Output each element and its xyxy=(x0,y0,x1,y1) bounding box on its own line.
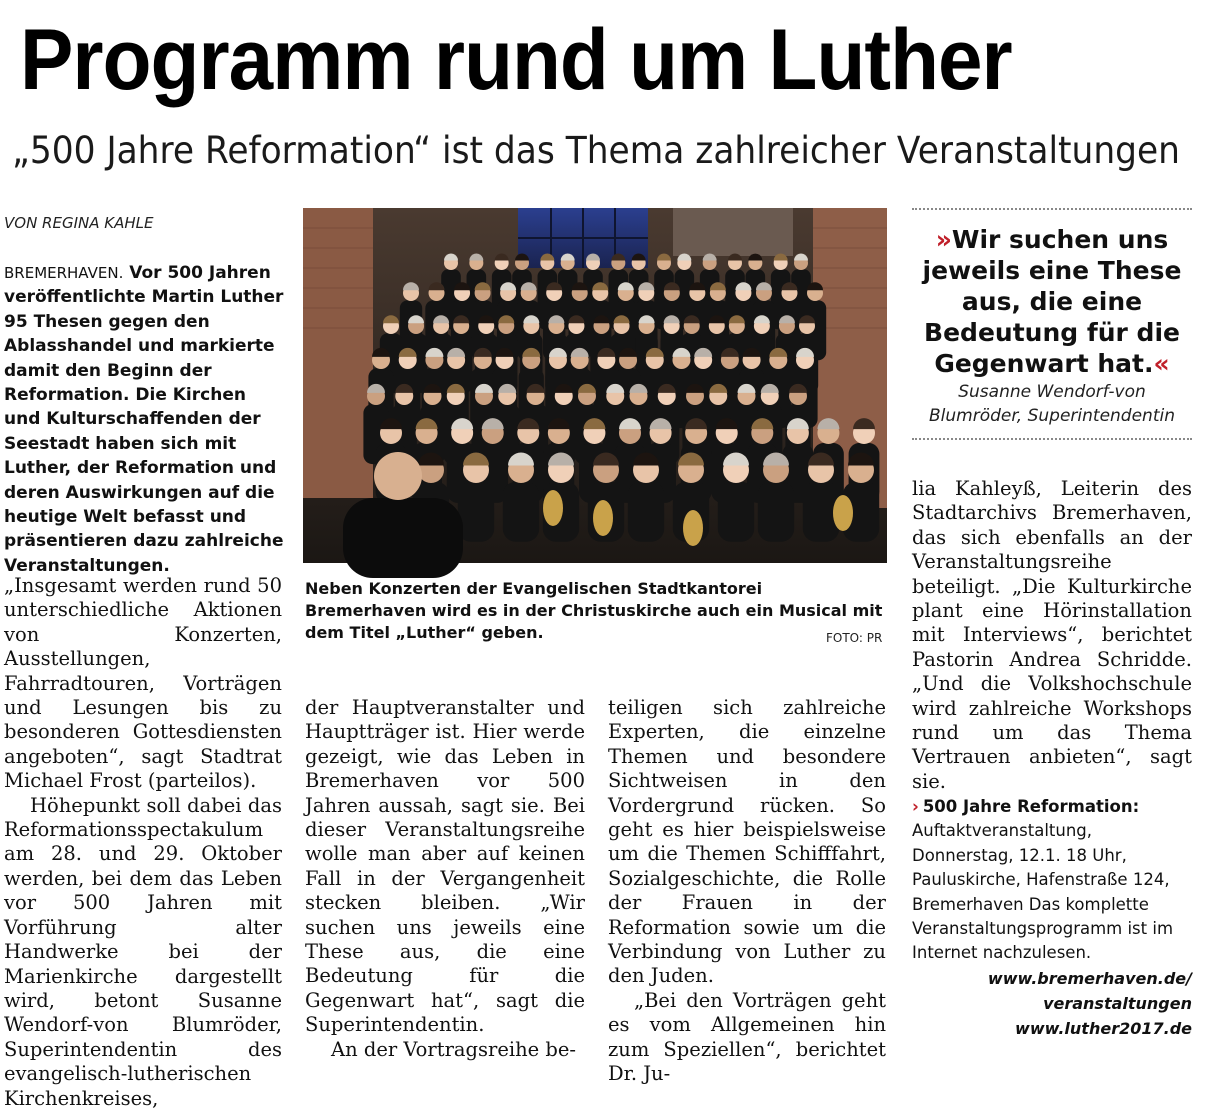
article-column-3 xyxy=(608,696,886,1087)
link-bremerhaven-2[interactable]: veranstaltungen xyxy=(1043,994,1192,1013)
info-text: Auftaktveranstaltung, Donnerstag, 12.1. 18 Uhr, Pauluskirche, Hafenstraße 124, Bremerhaven Das komplette Veranstaltungsprogramm ist im Internet nachzulesen. xyxy=(912,821,1174,963)
conductor-body xyxy=(343,498,463,578)
choir-photo xyxy=(303,208,887,563)
lead-text: Vor 500 Jahren veröffentlichte Martin Luther 95 Thesen gegen den Ablasshandel und markierte damit den Beginn der Reformation. Die Kirchen und Kulturschaffenden der Seestadt haben sich mit Luther, der Reformation und deren Auswirkungen auf die heutige Welt befasst und präsentieren dazu zahlreiche Veranstaltungen. xyxy=(4,263,284,576)
info-box xyxy=(912,795,1192,966)
choir-singer-body xyxy=(458,482,494,542)
article-column-4 xyxy=(912,477,1192,794)
choir-singer-body xyxy=(718,482,754,542)
quote-open-mark: » xyxy=(935,225,952,254)
link-luther2017[interactable]: www.luther2017.de xyxy=(1015,1019,1192,1038)
pull-quote-text xyxy=(912,224,1192,379)
article-column-1 xyxy=(4,574,282,1111)
brass-instrument xyxy=(593,500,613,536)
lead-paragraph xyxy=(4,261,288,578)
paragraph: „Insgesamt werden rund 50 unterschiedliche Aktionen von Konzerten, Ausstellungen, Fahrradtouren, Vorträgen und Lesungen bis zu besonderen Gottesdiensten angeboten“, sagt Stadtrat Michael Frost (parteilos). xyxy=(4,574,282,793)
paragraph: An der Vortragsreihe be- xyxy=(331,1037,577,1061)
paragraph: der Hauptveranstalter und Hauptträger ist. Hier werde gezeigt, wie das Leben in Bremerhaven vor 500 Jahren aussah, sagt sie. Bei dieser Veranstaltungsreihe wolle man aber auf keinen Fall in der Vergangenheit stecken bleiben. „Wir suchen uns jeweils eine These aus, die eine Bedeutung für die Gegenwart hat“, sagt die Superintendentin. xyxy=(305,696,585,1037)
photo-credit: FOTO: PR xyxy=(826,631,883,645)
byline: VON REGINA KAHLE xyxy=(4,214,154,232)
subtitle: „500 Jahre Reformation“ ist das Thema zahlreicher Veranstaltungen xyxy=(12,129,1180,172)
article-column-2 xyxy=(305,696,585,1062)
link-bremerhaven-1[interactable]: www.bremerhaven.de/ xyxy=(987,969,1192,988)
brass-instrument xyxy=(683,510,703,546)
headline: Programm rund um Luther xyxy=(20,12,1012,108)
conductor-head xyxy=(374,452,422,500)
choir-singer-body xyxy=(628,482,664,542)
dateline: BREMERHAVEN. xyxy=(4,264,124,282)
chevron-right-icon: › xyxy=(912,797,919,816)
paragraph: „Bei den Vorträgen geht es vom Allgemeinen hin zum Speziellen“, berichtet Dr. Ju- xyxy=(608,988,886,1086)
info-links xyxy=(988,966,1192,1041)
info-title: 500 Jahre Reformation: xyxy=(922,797,1140,816)
pull-quote xyxy=(912,208,1192,440)
paragraph: teiligen sich zahlreiche Experten, die einzelne Themen und besondere Sichtweisen in den Vordergrund rücken. So geht es hier beispielsweise um die Themen Schifffahrt, Sozialgeschichte, die Rolle der Frauen in der Reformation sowie um die Verbindung von Luther zu den Juden. xyxy=(608,696,886,988)
brass-instrument xyxy=(543,490,563,526)
quote-author: Susanne Wendorf-von Blumröder, Superintendentin xyxy=(929,382,1175,426)
photo-caption: Neben Konzerten der Evangelischen Stadtkantorei Bremerhaven wird es in der Christuskirche auch ein Musical mit dem Titel „Luther“ geben. xyxy=(305,579,883,642)
quote-body: Wir suchen uns jeweils eine These aus, die eine Bedeutung für die Gegenwart hat. xyxy=(922,225,1182,378)
paragraph: lia Kahleyß, Leiterin des Stadtarchivs Bremerhaven, das sich ebenfalls an der Veranstaltungsreihe beteiligt. „Die Kulturkirche plant eine Hörinstallation mit Interviews“, berichtet Pastorin Andrea Schridde. „Und die Volkshochschule wird zahlreiche Workshops rund um das Thema Vertrauen anbieten“, sagt sie. xyxy=(912,477,1192,793)
brass-instrument xyxy=(833,495,853,531)
choir-singer-body xyxy=(758,482,794,542)
choir-photo-image xyxy=(303,208,887,563)
choir-singer-body xyxy=(503,482,539,542)
paragraph: Höhepunkt soll dabei das Reformationsspectakulum am 28. und 29. Oktober werden, bei dem das Leben vor 500 Jahren mit Vorführung alter Handwerke bei der Marienkirche dargestellt wird, betont Susanne Wendorf-von Blumröder, Superintendentin des evangelisch-lutherischen Kirchenkreises, xyxy=(4,793,282,1110)
quote-close-mark: « xyxy=(1153,349,1170,378)
